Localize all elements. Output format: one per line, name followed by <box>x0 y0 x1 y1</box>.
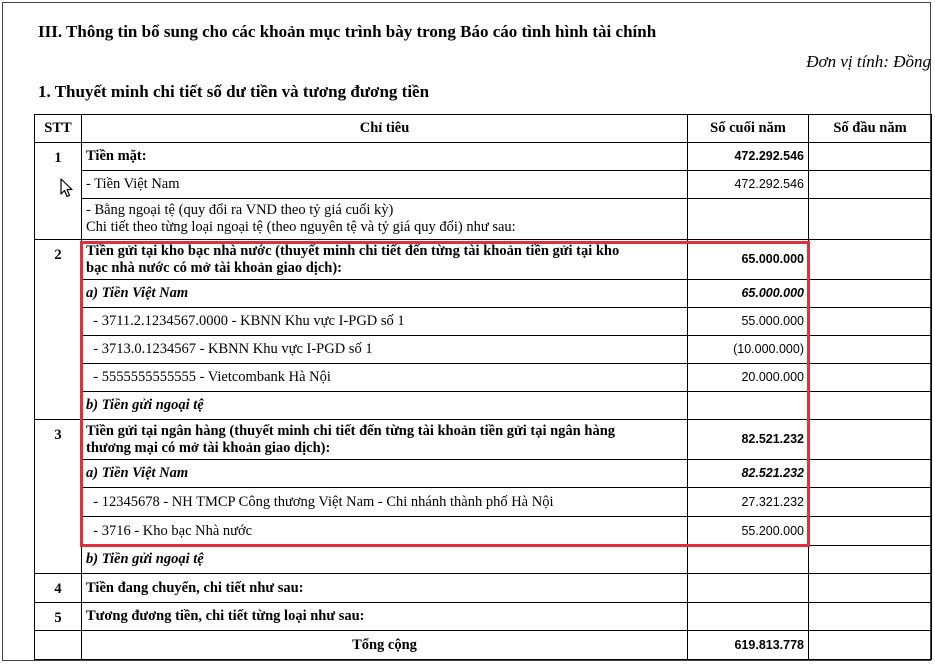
end-value-cell: 82.521.232 <box>688 460 809 488</box>
table-header-row <box>35 115 932 143</box>
item-cell: - 3711.2.1234567.0000 - KBNN Khu vực I-PGD số 1 <box>82 308 688 336</box>
begin-value-cell <box>809 199 932 240</box>
table-row <box>35 280 932 308</box>
item-cell <box>82 199 688 240</box>
item-cell: b) Tiền gửi ngoại tệ <box>82 546 688 574</box>
item-cell: Tiền mặt: <box>82 143 688 171</box>
end-value-cell: 55.200.000 <box>688 517 809 546</box>
total-value-cell: 619.813.778 <box>688 631 809 660</box>
table-row <box>35 143 932 171</box>
end-value-cell: 65.000.000 <box>688 240 809 280</box>
item-cell: a) Tiền Việt Nam <box>82 460 688 488</box>
item-line-2: thương mại có mở tài khoản giao dịch): <box>86 439 331 456</box>
end-value-cell: 27.321.232 <box>688 488 809 517</box>
begin-value-cell <box>809 488 932 517</box>
item-cell <box>82 420 688 460</box>
cash-table <box>34 114 932 660</box>
begin-value-cell <box>809 603 932 631</box>
begin-value-cell <box>809 336 932 364</box>
table-row <box>35 574 932 603</box>
total-row <box>35 631 932 660</box>
table-row <box>35 603 932 631</box>
end-value-cell <box>688 199 809 240</box>
header-item: Chỉ tiêu <box>82 115 688 143</box>
item-cell: - Tiền Việt Nam <box>82 171 688 199</box>
begin-value-cell <box>809 143 932 171</box>
begin-value-cell <box>809 280 932 308</box>
begin-value-cell <box>809 308 932 336</box>
item-cell: - 3713.0.1234567 - KBNN Khu vực I-PGD số 1 <box>82 336 688 364</box>
subsection-title: 1. Thuyết minh chi tiết số dư tiền và tương đương tiền <box>38 82 430 101</box>
total-label: Tổng cộng <box>82 631 688 660</box>
table-row <box>35 420 932 460</box>
begin-value-cell <box>809 460 932 488</box>
stt-cell: 4 <box>35 574 82 603</box>
begin-value-cell <box>809 517 932 546</box>
table-row <box>35 240 932 280</box>
end-value-cell: (10.000.000) <box>688 336 809 364</box>
begin-value-cell <box>809 171 932 199</box>
item-line-1: Tiền gửi tại kho bạc nhà nước (thuyết minh chi tiết đến từng tài khoản tiền gửi tại kho <box>86 242 620 259</box>
item-cell: - 3716 - Kho bạc Nhà nước <box>82 517 688 546</box>
item-cell: - 5555555555555 - Vietcombank Hà Nội <box>82 364 688 392</box>
table-row <box>35 460 932 488</box>
end-value-cell <box>688 603 809 631</box>
table-row <box>35 336 932 364</box>
stt-cell: 3 <box>35 420 82 574</box>
unit-label: Đơn vị tính: Đồng <box>806 52 931 71</box>
item-cell: a) Tiền Việt Nam <box>82 280 688 308</box>
item-cell: Tiền đang chuyển, chi tiết như sau: <box>82 574 688 603</box>
begin-value-cell <box>809 392 932 420</box>
item-cell <box>82 240 688 280</box>
table-row <box>35 546 932 574</box>
header-end: Số cuối năm <box>688 115 809 143</box>
end-value-cell: 55.000.000 <box>688 308 809 336</box>
stt-cell: 1 <box>35 143 82 240</box>
header-stt: STT <box>35 115 82 143</box>
table-row <box>35 488 932 517</box>
end-value-cell <box>688 574 809 603</box>
table-row <box>35 171 932 199</box>
item-cell: b) Tiền gửi ngoại tệ <box>82 392 688 420</box>
begin-value-cell <box>809 364 932 392</box>
item-line-1: Tiền gửi tại ngân hàng (thuyết minh chi tiết đến từng tài khoản tiền gửi tại ngân hàng <box>86 422 616 439</box>
stt-cell: 2 <box>35 240 82 420</box>
begin-value-cell <box>809 240 932 280</box>
end-value-cell: 472.292.546 <box>688 143 809 171</box>
table-row <box>35 517 932 546</box>
item-line-2: bạc nhà nước có mở tài khoản giao dịch): <box>86 259 342 276</box>
begin-value-cell <box>809 631 932 660</box>
end-value-cell: 82.521.232 <box>688 420 809 460</box>
end-value-cell <box>688 392 809 420</box>
table-row <box>35 392 932 420</box>
item-cell: Tương đương tiền, chi tiết từng loại như sau: <box>82 603 688 631</box>
begin-value-cell <box>809 420 932 460</box>
table-row <box>35 308 932 336</box>
table-row <box>35 364 932 392</box>
section-title: III. Thông tin bổ sung cho các khoản mục trình bày trong Báo cáo tình hình tài chính <box>38 22 657 41</box>
header-begin: Số đầu năm <box>809 115 932 143</box>
table-row <box>35 199 932 240</box>
item-line-1: - Bằng ngoại tệ (quy đổi ra VND theo tỷ giá cuối kỳ) <box>86 202 394 218</box>
begin-value-cell <box>809 574 932 603</box>
end-value-cell: 65.000.000 <box>688 280 809 308</box>
begin-value-cell <box>809 546 932 574</box>
end-value-cell <box>688 546 809 574</box>
stt-cell <box>35 631 82 660</box>
item-line-2: Chi tiết theo từng loại ngoại tệ (theo nguyên tệ và tỷ giá quy đổi) như sau: <box>86 219 516 235</box>
end-value-cell: 472.292.546 <box>688 171 809 199</box>
end-value-cell: 20.000.000 <box>688 364 809 392</box>
item-cell: - 12345678 - NH TMCP Công thương Việt Nam - Chi nhánh thành phố Hà Nội <box>82 488 688 517</box>
mouse-pointer-icon <box>60 178 74 203</box>
stt-cell: 5 <box>35 603 82 631</box>
